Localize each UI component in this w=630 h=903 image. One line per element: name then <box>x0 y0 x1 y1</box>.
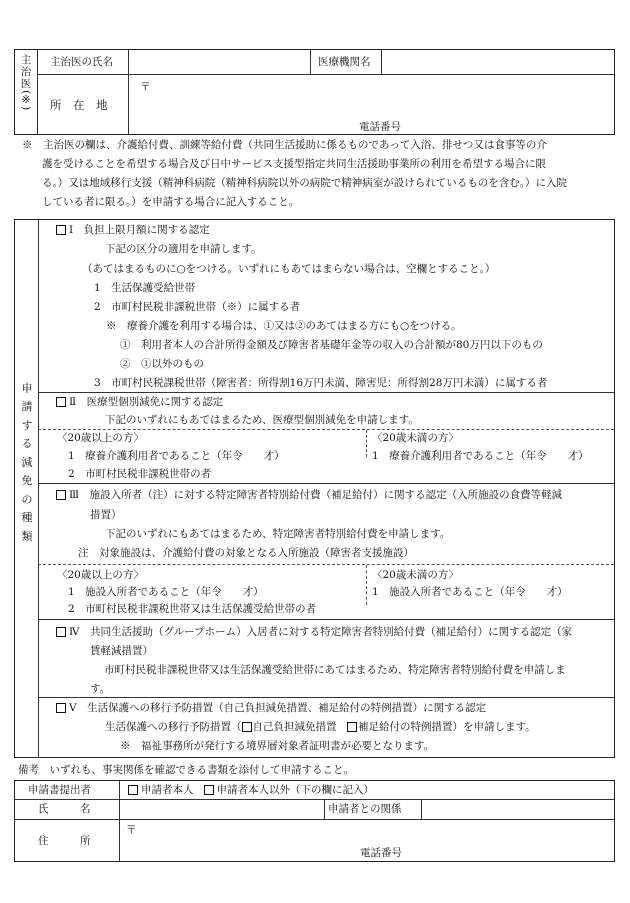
applicant-self-checkbox[interactable] <box>128 785 138 795</box>
submitter-address-label: 住 所 <box>38 835 91 847</box>
section1-line: 1 生活保護受給世帯 <box>94 282 196 294</box>
section2-right-head: 〈20歳未満の方〉 <box>372 432 459 444</box>
divider <box>366 565 367 605</box>
section3-title[interactable]: Ⅲ 施設入所者（注）に対する特定障害者特別給付費（補足給付）に関する認定（入所施設の食費等軽減 <box>56 490 562 501</box>
section3-checkbox[interactable] <box>56 490 66 500</box>
section3-right-item: 1 施設入所者であること（年令 才） <box>372 586 568 598</box>
section3-left-item: 1 施設入所者であること（年令 才） <box>68 586 264 598</box>
doctor-name-label: 主治医の氏名 <box>50 56 113 68</box>
section1-checkbox[interactable] <box>56 225 66 235</box>
section2-checkbox[interactable] <box>56 397 66 407</box>
institution-label: 医療機関名 <box>318 56 371 68</box>
institution-field[interactable] <box>382 51 613 73</box>
section3-line: 下記のいずれにもあてはまるため、特定障害者特別給付費を申請します。 <box>105 528 451 540</box>
submitter-name-field[interactable] <box>120 800 323 818</box>
divider <box>38 220 39 757</box>
doctor-name-field[interactable] <box>129 51 309 73</box>
remark: 備考 いずれも、事実関係を確認できる書類を添付して申請すること。 <box>18 764 354 776</box>
section1-title[interactable]: Ⅰ 負担上限月額に関する認定 <box>56 225 210 236</box>
divider <box>37 50 38 134</box>
section3-note: 注 対象施設は、介護給付費の対象となる入所施設（障害者支援施設） <box>78 547 414 559</box>
divider <box>38 697 614 698</box>
divider <box>38 483 614 484</box>
section4-title[interactable]: Ⅳ 共同生活援助（グループホーム）入居者に対する特定障害者特別給付費（補足給付）に関する認定（家 <box>56 627 572 638</box>
submitter-label: 申請書提出者 <box>28 784 91 796</box>
section2-right-item: 1 療養介護利用者であること（年令 才） <box>372 450 589 462</box>
section1-line: 3 市町村民税課税世帯（障害者：所得割16万円未満、障害児：所得割28万円未満）に属する者 <box>94 377 548 389</box>
section4-title-cont: 賃軽減措置） <box>90 645 153 657</box>
divider <box>38 429 614 430</box>
divider <box>38 392 614 393</box>
doctor-note: ※ 主治医の欄は、介護給付費、訓練等給付費（共同生活援助に係るものであって入浴、排せつ又は食事等の介 護を受けることを希望する場合及び日中サービス支援型指定共同生活援助事業所の利用を希望する場合に限 る。）又は地域移行支援（精神科病院（精神科病院以外の病院で精神病室が設けられているものを含む。）に入院 している者に限る。）を申請する場合に記入すること。 <box>22 139 567 208</box>
divider <box>310 50 311 74</box>
section1-line: 下記の区分の適用を申請します。 <box>105 243 262 255</box>
section5-title[interactable]: Ⅴ 生活保護への移行予防措置（自己負担減免措置、補足給付の特例措置）に関する認定 <box>56 703 486 714</box>
section5-checkbox[interactable] <box>56 703 66 713</box>
section5-line: 生活保護への移行予防措置（ 自己負担減免措置 補足給付の特例措置）を申請します。 <box>105 721 536 733</box>
phone-label: 電話番号 <box>360 847 402 859</box>
submitter-name-label: 氏 名 <box>38 803 91 815</box>
relation-field[interactable] <box>422 800 613 818</box>
applicant-other-checkbox[interactable] <box>204 785 214 795</box>
section4-line: す。 <box>90 683 111 695</box>
section2-line: 下記のいずれにもあてはまるため、医療型個別減免を申請します。 <box>105 414 419 426</box>
section1-line: （あてはまるものに○をつける。いずれにもあてはまらない場合は、空欄とすること。） <box>82 263 496 275</box>
section1-line: ① 利用者本人の合計所得金額及び障害者基礎年金等の収入の合計額が80万円以下のもの <box>120 339 543 351</box>
relation-label: 申請者との関係 <box>328 803 402 815</box>
divider <box>38 564 614 565</box>
section2-title[interactable]: Ⅱ 医療型個別減免に関する認定 <box>56 397 223 408</box>
doctor-side-label: 主 治 医 (※) <box>20 54 33 111</box>
divider <box>366 430 367 457</box>
section3-title-cont: 措置） <box>90 509 122 521</box>
section1-line: ※ 療養介護を利用する場合は、①又は②のあてはまる方にも○をつける。 <box>106 320 462 332</box>
section2-left-item: 2 市町村民税非課税世帯の者 <box>68 468 212 480</box>
section1-line: ② ①以外のもの <box>120 358 204 370</box>
divider <box>38 619 614 620</box>
postal-mark: 〒 <box>126 824 137 836</box>
divider <box>324 800 325 819</box>
section4-checkbox[interactable] <box>56 627 66 637</box>
section4-line: 市町村民税非課税世帯又は生活保護受給世帯にあてはまるため、特定障害者特別給付費を申請しま <box>104 664 566 676</box>
section5-note: ※ 福祉事務所が発行する境界層対象者証明書が必要となります。 <box>120 740 435 752</box>
phone-label: 電話番号 <box>359 121 401 133</box>
doctor-address-label: 所 在 地 <box>50 98 108 112</box>
section2-left-head: 〈20歳以上の方〉 <box>57 432 144 444</box>
section2-left-item: 1 療養介護利用者であること（年令 才） <box>68 450 285 462</box>
reduction-side-label: 申 請 す る 減 免 の 種 類 <box>21 382 33 543</box>
section3-left-item: 2 市町村民税非課税世帯又は生活保護受給世帯の者 <box>68 603 317 615</box>
self-burden-checkbox[interactable] <box>242 722 252 732</box>
section3-left-head: 〈20歳以上の方〉 <box>57 569 144 581</box>
section3-right-head: 〈20歳未満の方〉 <box>372 569 459 581</box>
supplement-checkbox[interactable] <box>347 722 357 732</box>
postal-mark: 〒 <box>140 81 151 93</box>
section1-line: 2 市町村民税非課税世帯（※）に属する者 <box>94 301 301 313</box>
submitter-options: 申請者本人 申請者本人以外（下の欄に記入） <box>128 785 374 796</box>
